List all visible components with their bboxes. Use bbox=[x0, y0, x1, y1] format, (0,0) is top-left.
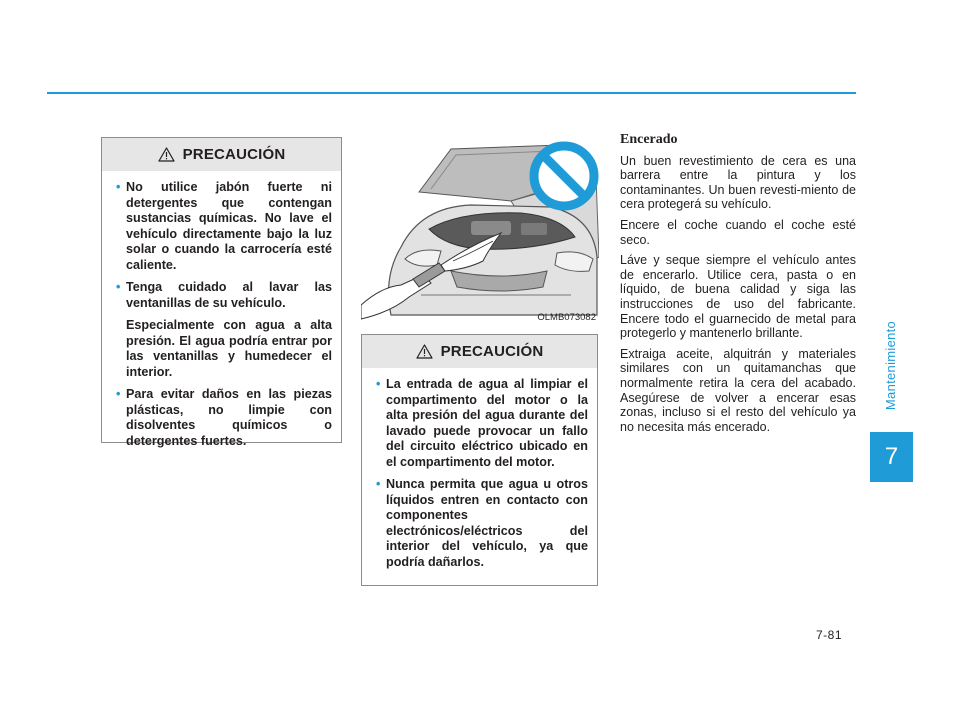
engine-wash-illustration bbox=[361, 137, 599, 324]
section-paragraph: Láve y seque siempre el vehículo antes de encerarlo. Utilice cera, pasta o en líquido, de buena calidad y siga las instrucciones de uso del fabricante. Encere todo el guarnecido de metal para protegerlo y mantenerlo brillante. bbox=[620, 253, 856, 341]
caution-header bbox=[102, 138, 341, 171]
caution-item bbox=[376, 377, 588, 470]
bullet: • bbox=[116, 387, 121, 401]
warning-triangle-icon bbox=[158, 147, 175, 162]
caution-item bbox=[116, 387, 332, 449]
page-number: 7-81 bbox=[816, 628, 843, 642]
chapter-tab-label bbox=[869, 290, 913, 440]
bullet: • bbox=[116, 180, 121, 194]
section-paragraph: Un buen revestimiento de cera es una barrera entre la pintura y los contaminantes. Un buen revesti-miento de cera protegerá su vehículo. bbox=[620, 153, 856, 212]
chapter-number-tab bbox=[870, 432, 913, 482]
caution-item-text: Tenga cuidado al lavar las ventanillas de su vehículo. bbox=[126, 280, 332, 310]
bullet: • bbox=[116, 280, 121, 294]
chapter-number: 7 bbox=[884, 443, 899, 470]
caution-title: PRECAUCIÓN bbox=[182, 146, 286, 163]
caution-item-text: Nunca permita que agua u otros líquidos entren en contacto con componentes electrónicos/eléctricos del interior del vehículo, ya que podría dañarlos. bbox=[386, 477, 588, 569]
caution-item-text: Para evitar daños en las piezas plásticas, no limpie con disolventes químicos o detergentes fuertes. bbox=[126, 387, 332, 448]
bullet: • bbox=[376, 477, 381, 491]
no-entry-icon bbox=[534, 146, 594, 206]
caution-box-engine-water bbox=[361, 334, 598, 586]
section-paragraph: Encere el coche cuando el coche esté seco. bbox=[620, 217, 856, 247]
caution-header bbox=[362, 335, 597, 368]
caution-title: PRECAUCIÓN bbox=[440, 343, 544, 360]
section-heading: Encerado bbox=[620, 132, 678, 147]
waxing-section bbox=[620, 133, 856, 440]
caution-body bbox=[362, 368, 597, 570]
caution-item-text: La entrada de agua al limpiar el compartimento del motor o la alta presión del agua durante del lavado puede provocar un fallo del circuito eléctrico ubicado en el compartimento del motor. bbox=[386, 377, 588, 469]
top-rule bbox=[47, 92, 856, 94]
caution-box-soap bbox=[101, 137, 342, 448]
figure-code: OLMB073082 bbox=[537, 312, 596, 323]
caution-item bbox=[376, 477, 588, 570]
caution-item bbox=[116, 280, 332, 311]
caution-item-text: No utilice jabón fuerte ni detergentes que contengan sustancias químicas. No lave el vehículo directamente bajo la luz solar o cuando la carrocería esté caliente. bbox=[126, 180, 332, 272]
section-paragraph: Extraiga aceite, alquitrán y materiales similares con un quitamanchas que normalmente retira la cera del acabado. Asegúrese de volver a encerar esas zonas, incluso si el resto del vehículo ya no necesita más encerado. bbox=[620, 346, 856, 434]
warning-triangle-icon bbox=[416, 344, 433, 359]
chapter-label: Mantenimiento bbox=[883, 320, 899, 410]
car-hood-open-illustration bbox=[361, 137, 599, 324]
caution-item-subtext: Especialmente con agua a alta presión. El agua podría entrar por las ventanillas y humedecer el interior. bbox=[126, 318, 332, 379]
bullet: • bbox=[376, 377, 381, 391]
caution-body bbox=[102, 171, 341, 449]
caution-item bbox=[116, 180, 332, 273]
